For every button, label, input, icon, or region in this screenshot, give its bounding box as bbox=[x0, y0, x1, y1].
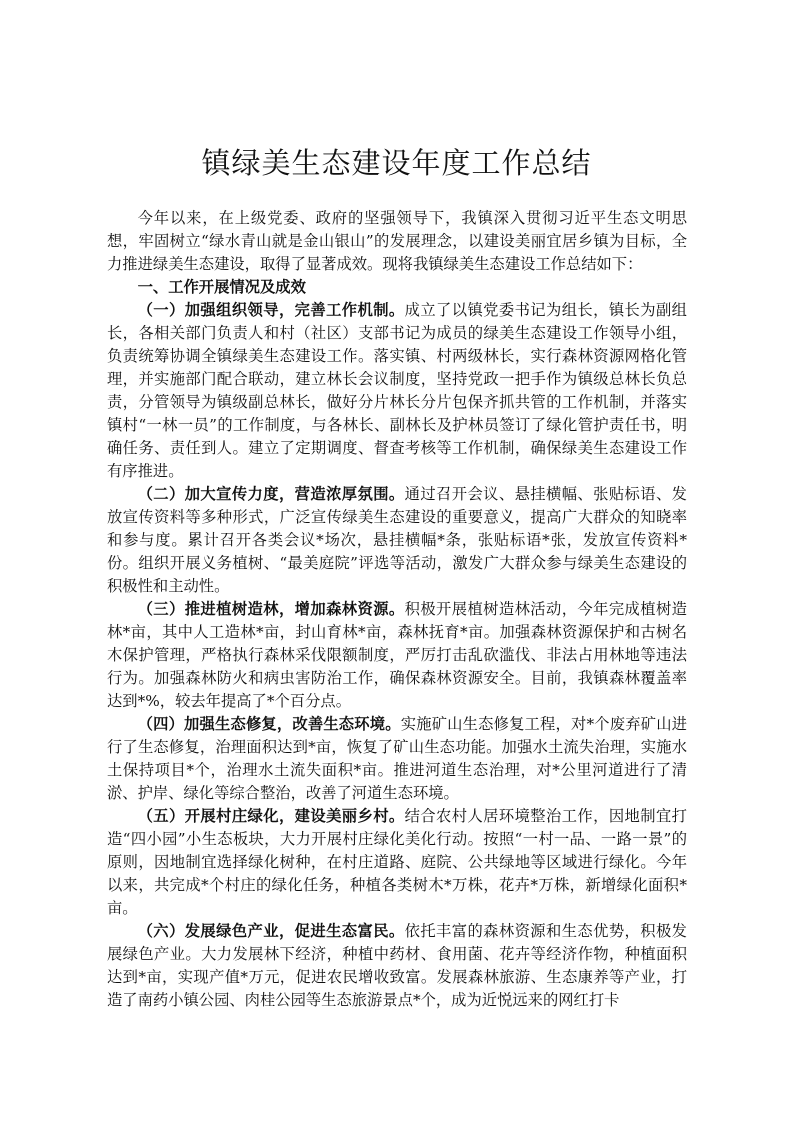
document-title: 镇绿美生态建设年度工作总结 bbox=[201, 146, 592, 180]
intro-paragraph: 今年以来，在上级党委、政府的坚强领导下，我镇深入贯彻习近平生态文明思想，牢固树立“绿水青山就是金山银山”的发展理念，以建设美丽宜居乡镇为目标，全力推进绿美生态建设，取得了显著成效。现将我镇绿美生态建设工作总结如下： bbox=[107, 209, 687, 273]
item-heading: （五）开展村庄绿化，建设美丽乡村。 bbox=[137, 807, 405, 825]
item-text: 成立了以镇党委书记为组长，镇长为副组长，各相关部门负责人和村（社区）支部书记为成员的绿美生态建设工作领导小组，负责统筹协调全镇绿美生态建设工作。落实镇、村两级林长，实行森林资源网格化管理，并实施部门配合联动，建立林长会议制度，坚持党政一把手作为镇级总林长负总责，分管领导为镇级副总林长，做好分片林长分片包保齐抓共管的工作机制，并落实镇村“一林一员”的工作制度，与各林长、副林长及护林员签订了绿化管护责任书，明确任务、责任到人。建立了定期调度、督查考核等工作机制，确保绿美生态建设工作有序推进。 bbox=[107, 301, 687, 480]
document-body bbox=[107, 207, 687, 1012]
section-heading: 一、工作开展情况及成效 bbox=[137, 278, 306, 296]
item-paragraph bbox=[107, 483, 687, 598]
item-heading: （二）加大宣传力度，营造浓厚氛围。 bbox=[137, 485, 405, 503]
item-paragraph bbox=[107, 598, 687, 713]
item-heading: （六）发展绿色产业，促进生态富民。 bbox=[137, 922, 405, 940]
item-paragraph bbox=[107, 299, 687, 483]
item-heading: （一）加强组织领导，完善工作机制。 bbox=[137, 301, 405, 319]
item-heading: （四）加强生态修复，改善生态环境。 bbox=[137, 715, 401, 733]
item-text: 实施矿山生态修复工程，对*个废弃矿山进行了生态修复，治理面积达到*亩，恢复了矿山生态功能。加强水土流失治理，实施水土保持项目*个，治理水土流失面积*亩。推进河道生态治理，对*公里河道进行了清淤、护岸、绿化等综合整治，改善了河道生态环境。 bbox=[107, 715, 687, 802]
item-paragraph bbox=[107, 805, 687, 920]
item-text: 依托丰富的森林资源和生态优势，积极发展绿色产业。大力发展林下经济，种植中药材、食用菌、花卉等经济作物，种植面积达到*亩，实现产值*万元，促进农民增收致富。发展森林旅游、生态康养等产业，打造了南药小镇公园、肉桂公园等生态旅游景点*个，成为近悦远来的网红打卡 bbox=[107, 922, 687, 1009]
item-paragraph bbox=[107, 920, 687, 1012]
item-text: 结合农村人居环境整治工作，因地制宜打造“四小园”小生态板块，大力开展村庄绿化美化行动。按照“一村一品、一路一景”的原则，因地制宜选择绿化树种，在村庄道路、庭院、公共绿地等区域进行绿化。今年以来，共完成*个村庄的绿化任务，种植各类树木*万株，花卉*万株，新增绿化面积*亩。 bbox=[107, 807, 687, 917]
item-text: 积极开展植树造林活动，今年完成植树造林*亩，其中人工造林*亩，封山育林*亩，森林抚育*亩。加强森林资源保护和古树名木保护管理，严格执行森林采伐限额制度，严厉打击乱砍滥伐、非法占用林地等违法行为。加强森林防火和病虫害防治工作，确保森林资源安全。目前，我镇森林覆盖率达到*%，较去年提高了*个百分点。 bbox=[107, 600, 687, 710]
item-text: 通过召开会议、悬挂横幅、张贴标语、发放宣传资料等多种形式，广泛宣传绿美生态建设的重要意义，提高广大群众的知晓率和参与度。累计召开各类会议*场次，悬挂横幅*条，张贴标语*张，发放宣传资料*份。组织开展义务植树、“最美庭院”评选等活动，激发广大群众参与绿美生态建设的积极性和主动性。 bbox=[107, 485, 687, 595]
item-paragraph bbox=[107, 713, 687, 805]
item-heading: （三）推进植树造林，增加森林资源。 bbox=[137, 600, 405, 618]
